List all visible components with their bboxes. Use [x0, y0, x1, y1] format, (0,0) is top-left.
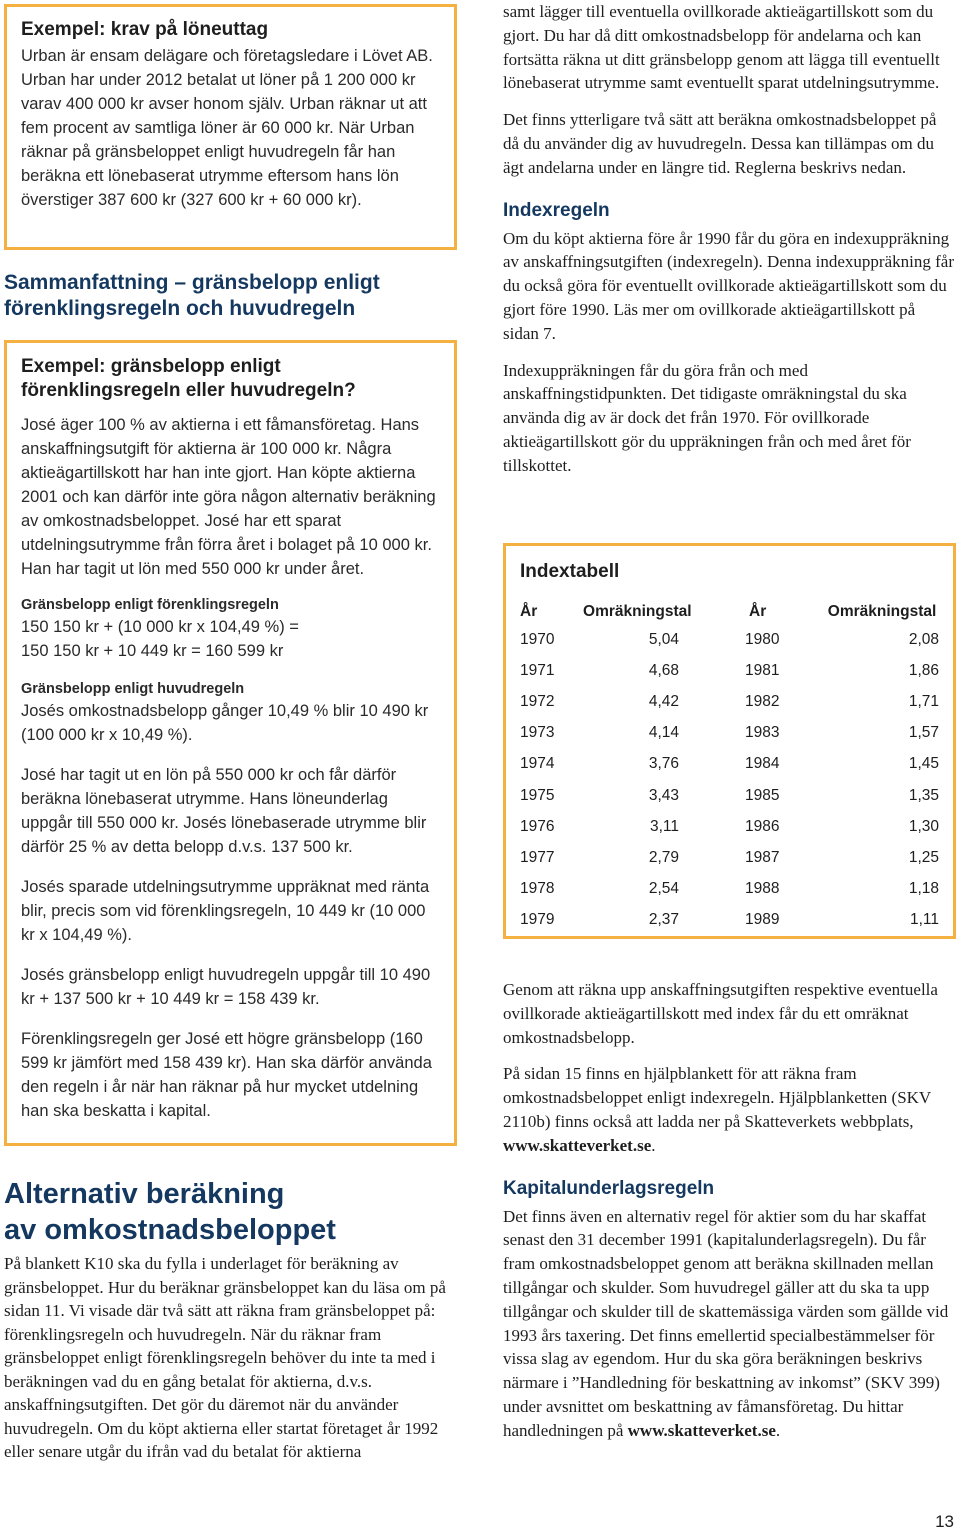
section-heading-index-rule: Indexregeln [503, 199, 610, 221]
header-year: År [520, 603, 538, 620]
cell-year: 1975 [520, 786, 555, 804]
table-title: Indextabell [520, 561, 620, 582]
section-heading-summary: Sammanfattning – gränsbelopp enligt förenklingsregeln och huvudregeln [4, 271, 380, 320]
header-year: År [749, 603, 767, 620]
table-row [520, 624, 939, 655]
cell-year: 1979 [520, 911, 555, 929]
paragraph: Josés sparade utdelningsutrymme uppräknat med ränta blir, precis som vid förenklingsregeln, 10 449 kr (10 000 kr x 104,49 %). [21, 878, 430, 944]
section-heading-alternative [4, 1176, 457, 1248]
cell-year: 1972 [520, 692, 555, 710]
table-body [520, 624, 939, 936]
box-text: Urban är ensam delägare och företagsledare i Lövet AB. Urban har under 2012 betalat ut löner på 1 200 000 kr varav 400 000 kr avser honom själv. Urban räknar ut att fem procent av samtliga löner är 60 000 kr. När Urban räknar på gränsbeloppet enligt huvudregeln får han beräkna ett lönebaserat utrymme eftersom hans lön överstiger 387 600 kr (327 600 kr + 60 000 kr). [21, 47, 433, 209]
cell-year: 1987 [745, 848, 780, 866]
cell-year: 1970 [520, 630, 555, 648]
table-row [520, 811, 939, 842]
paragraph: Indexuppräkningen får du göra från och med anskaffningstidpunkten. Det tidigaste omräkningstal du ska använda dig av är dock det från 1970. För ovillkorade aktieägartillskott gör du uppräkningen från och med året för tillskottet. [503, 360, 911, 475]
cell-factor: 1,71 [908, 692, 939, 710]
cell-factor: 1,45 [908, 755, 939, 773]
cell-year: 1978 [520, 880, 555, 898]
cell-factor: 4,68 [648, 661, 679, 679]
cell-year: 1982 [745, 692, 780, 710]
paragraph: Josés gränsbelopp enligt huvudregeln uppgår till 10 490 kr + 137 500 kr + 10 449 kr = 158 439 kr. [21, 966, 431, 1008]
right-column-top [503, 0, 955, 478]
website-link[interactable]: www.skatteverket.se [503, 1135, 652, 1155]
example-box-salary-requirement [4, 4, 457, 250]
heading-line: av omkostnadsbeloppet [4, 1214, 336, 1246]
cell-year: 1971 [520, 661, 555, 679]
cell-factor: 2,54 [648, 880, 679, 898]
cell-factor: 3,43 [648, 786, 679, 804]
table-row [520, 905, 939, 936]
calc-line: 150 150 kr + 10 449 kr = 160 599 kr [21, 642, 284, 660]
table-row [520, 780, 939, 811]
cell-factor: 2,08 [908, 630, 939, 648]
cell-factor: 1,30 [908, 817, 939, 835]
example-intro: José äger 100 % av aktierna i ett fåmansföretag. Hans anskaffningsutgift för aktierna är 100 000 kr. Några aktieägartillskott har han inte gjort. Han köpte aktierna 2001 och kan därför inte göra någon alternativ beräkning av omkostnadsbeloppet. José har ett sparat utdelningsutrymme från förra året i bolaget på 10 000 kr. Han har tagit ut lön med 550 000 kr under året. [21, 416, 436, 578]
cell-factor: 3,76 [648, 755, 679, 773]
cell-year: 1986 [745, 817, 780, 835]
table-header-row [520, 600, 939, 624]
cell-year: 1983 [745, 724, 780, 742]
cell-factor: 2,79 [648, 848, 679, 866]
cell-year: 1974 [520, 755, 555, 773]
table-row [520, 842, 939, 873]
right-column-bottom [503, 978, 955, 1443]
calc-main-rule: Josés omkostnadsbelopp gånger 10,49 % blir 10 490 kr (100 000 kr x 10,49 %). [21, 702, 429, 744]
cell-factor: 2,37 [648, 911, 679, 929]
paragraph: samt lägger till eventuella ovillkorade aktieägartillskott som du gjort. Du har då ditt omkostnadsbelopp för andelarna och kan fortsätta räkna ut ditt gränsbelopp genom att lägga till eventuellt lönebaserat utrymme samt eventuellt sparat utdelningsutrymme. [503, 2, 940, 93]
cell-factor: 5,04 [648, 630, 679, 648]
header-factor: Omräkningstal [827, 603, 937, 620]
cell-factor: 1,35 [908, 786, 939, 804]
subheading-main-rule: Gränsbelopp enligt huvudregeln [21, 681, 245, 697]
index-table-box [503, 543, 956, 939]
paragraph-text: På sidan 15 finns en hjälpblankett för att räkna fram omkostnadsbeloppet enligt indexregeln. Hjälpblanketten (SKV 2110b) finns också att ladda ner på Skatteverkets webbplats, [503, 1064, 931, 1131]
alternative-body-text: På blankett K10 ska du fylla i underlaget för beräkning av gränsbeloppet. Hur du beräknar gränsbeloppet kan du läsa om på sidan 11. Vi visade där två sätt att räkna fram gränsbeloppet på: förenklingsregeln och huvudregeln. När du räknar fram gränsbeloppet enligt förenklingsregeln behöver du inte ta med i beräkningen vad du en gång betalat för aktierna, d.v.s. anskaffningsutgiften. Det gör du däremot när du använder huvudregeln. Om du köpt aktierna eller startat företaget år 1992 eller senare utgår du ifrån vad du betalat för aktierna [4, 1254, 446, 1461]
punctuation: . [775, 1420, 781, 1440]
table-row [520, 686, 939, 717]
cell-factor: 1,57 [908, 724, 939, 742]
paragraph: Det finns ytterligare två sätt att beräkna omkostnadsbeloppet på då du använder dig av huvudregeln. Dessa kan tillämpas om du ägt andelarna under en längre tid. Reglerna beskrivs nedan. [503, 110, 937, 177]
calc-line: 150 150 kr + (10 000 kr x 104,49 %) = [21, 618, 299, 636]
page-number: 13 [935, 1512, 954, 1530]
paragraph: Genom att räkna upp anskaffningsutgiften respektive eventuella ovillkorade aktieägartillskott med index får du ett omräknat omkostnadsbelopp. [503, 980, 938, 1047]
paragraph: José har tagit ut en lön på 550 000 kr och får därför beräkna lönebaserat utrymme. Hans löneunderlag uppgår till 550 000 kr. Josés lönebaserade utrymme blir därför 25 % av detta belopp d.v.s. 137 500 kr. [21, 766, 427, 856]
cell-year: 1989 [745, 911, 780, 929]
table-row [520, 749, 939, 780]
section-heading-capital-rule: Kapitalunderlagsregeln [503, 1177, 715, 1199]
paragraph-text: Det finns även en alternativ regel för aktier som du har skaffat senast den 31 december 1991 (kapitalunderlagsregeln). Du får fram omkostnadsbeloppet genom att beräkna skillnaden mellan tillgångar och skulder. Som huvudregel gäller att du ska ta upp tillgångar och skulder till de skattemässiga värden som gällde vid 1993 års taxering. Det finns emellertid specialbestämmelser för vissa slag av egendom. Hur du ska göra beräkningen beskrivs närmare i ”Handledning för beskattning av inkomst” (SKV 399) under avsnittet om beskattning av fåmansföretag. Du hittar handledningen på [503, 1206, 949, 1440]
table-row [520, 718, 939, 749]
cell-year: 1984 [745, 755, 780, 773]
header-factor: Omräkningstal [583, 603, 692, 620]
punctuation: . [651, 1135, 656, 1155]
paragraph-with-link [503, 1205, 955, 1443]
cell-factor: 1,11 [909, 911, 939, 929]
cell-factor: 4,14 [648, 724, 679, 742]
paragraph: Förenklingsregeln ger José ett högre gränsbelopp (160 599 kr jämfört med 158 439 kr). Han ska därför använda den regeln i år när han räknar på hur mycket utdelning han ska beskatta i kapital. [21, 1030, 432, 1120]
cell-year: 1976 [520, 817, 555, 835]
paragraph-with-link [503, 1062, 955, 1157]
box-title: Exempel: krav på löneuttag [21, 19, 269, 40]
cell-factor: 1,18 [908, 880, 939, 898]
table-row [520, 655, 939, 686]
cell-year: 1980 [745, 630, 780, 648]
cell-year: 1988 [745, 880, 780, 898]
table-row [520, 874, 939, 905]
cell-year: 1981 [745, 661, 780, 679]
cell-year: 1985 [745, 786, 780, 804]
heading-line: Alternativ beräkning [4, 1178, 285, 1210]
paragraph: Om du köpt aktierna före år 1990 får du göra en indexuppräkning av anskaffningsutgiften (indexregeln). Denna indexuppräkning får du också göra för eventuellt ovillkorade aktieägartillskott som du gjort före 1990. Läs mer om ovillkorade aktieägartillskott på sidan 7. [503, 228, 954, 343]
cell-factor: 3,11 [649, 817, 679, 835]
subheading-simplification-rule: Gränsbelopp enligt förenklingsregeln [21, 597, 279, 613]
box-title: Exempel: gränsbelopp enligt förenklingsregeln eller huvudregeln? [21, 356, 356, 401]
cell-factor: 4,42 [648, 692, 679, 710]
cell-factor: 1,25 [908, 848, 939, 866]
example-box-limit [4, 340, 457, 1146]
cell-factor: 1,86 [908, 661, 939, 679]
cell-year: 1977 [520, 848, 555, 866]
cell-year: 1973 [520, 724, 555, 742]
website-link[interactable]: www.skatteverket.se [627, 1420, 776, 1440]
